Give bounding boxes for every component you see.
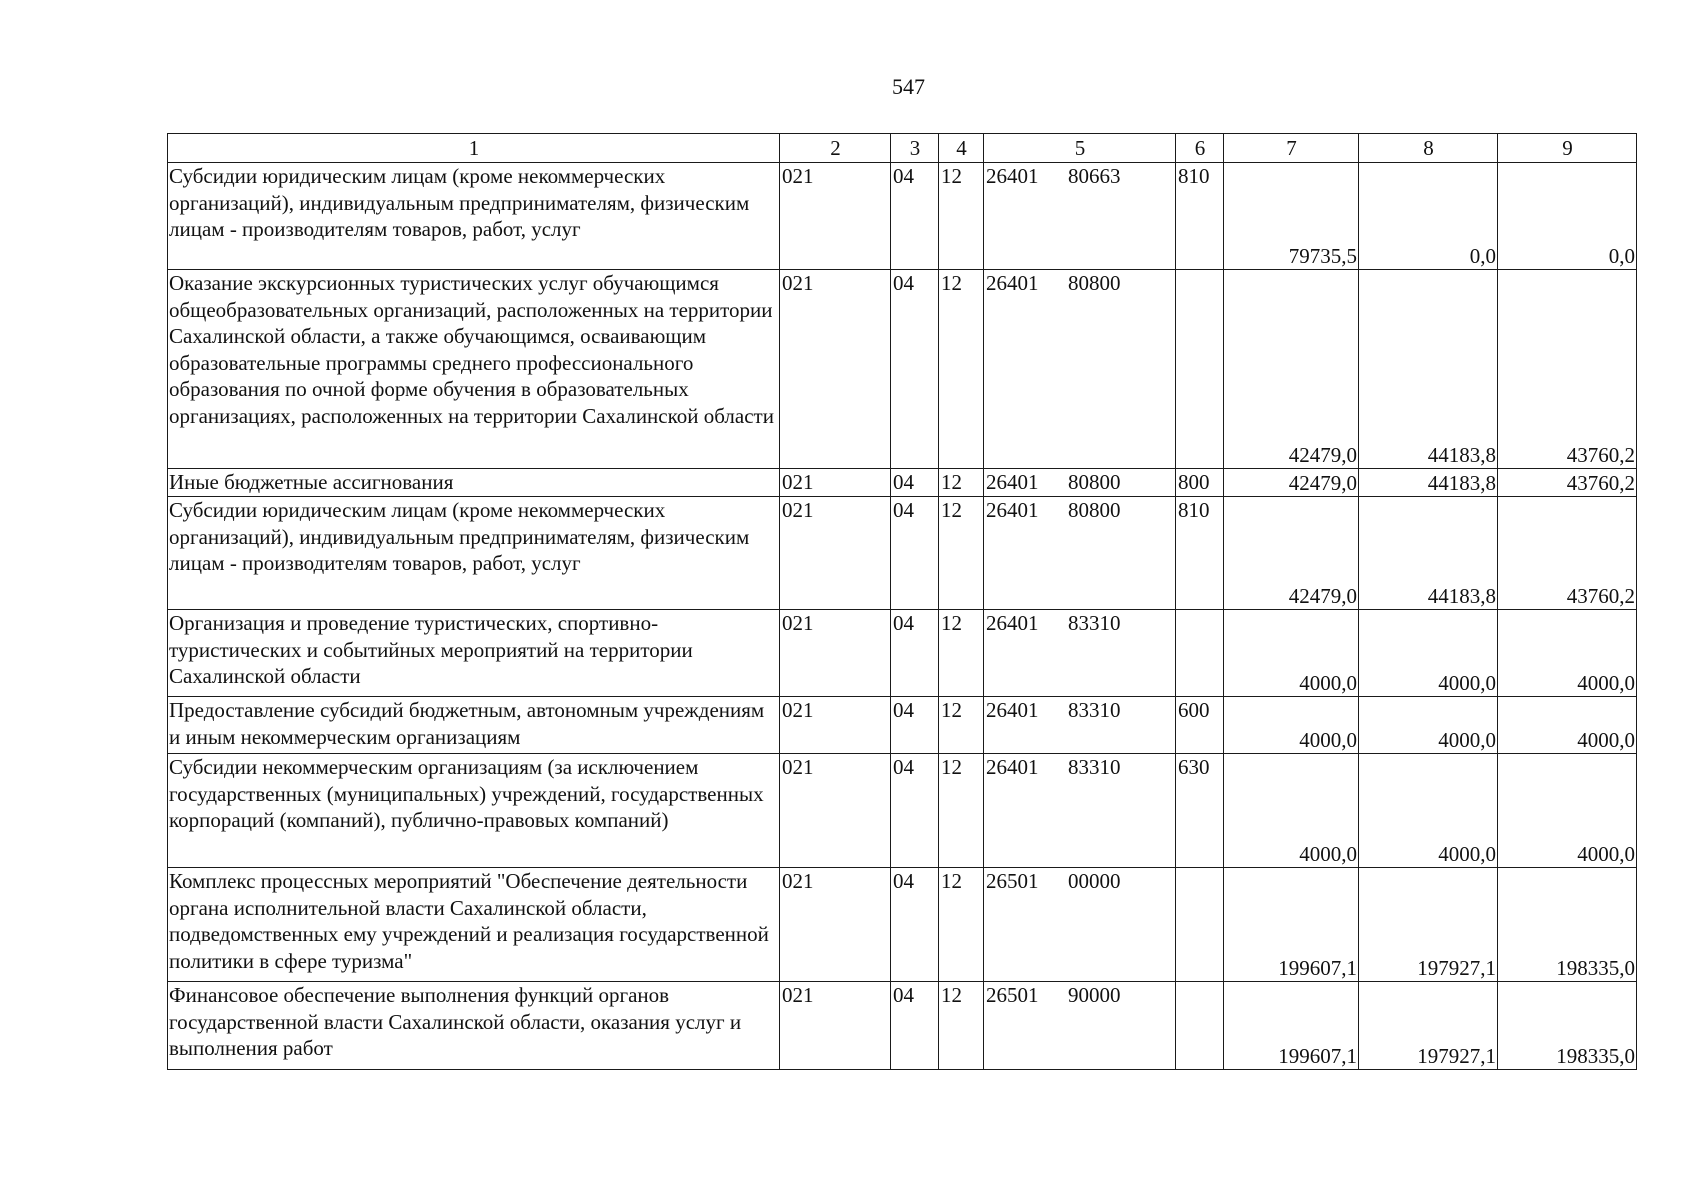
- expense-type: 630: [1176, 754, 1224, 868]
- amount-col8: 44183,8: [1359, 497, 1498, 610]
- header-cell: 6: [1176, 134, 1224, 163]
- amount-col8: 197927,1: [1359, 982, 1498, 1070]
- target-code-program: 26401: [986, 164, 1039, 188]
- table-row: [168, 868, 1637, 982]
- target-code-direction: 00000: [1068, 869, 1121, 893]
- target-code-direction: 80800: [1068, 470, 1121, 494]
- code-admin: 021: [780, 754, 891, 868]
- header-cell: 2: [780, 134, 891, 163]
- row-name: Организация и проведение туристических, спортивно-туристических и событийных мероприятий на территории Сахалинской области: [168, 610, 780, 697]
- amount-col8: 4000,0: [1359, 610, 1498, 697]
- code-admin: 021: [780, 497, 891, 610]
- row-name: Субсидии юридическим лицам (кроме некоммерческих организаций), индивидуальным предпринимателям, физическим лицам - производителям товаров, работ, услуг: [168, 163, 780, 270]
- target-code-program: 26501: [986, 983, 1039, 1007]
- code-subsection: 12: [939, 270, 984, 469]
- header-cell: 7: [1224, 134, 1359, 163]
- table-row: [168, 270, 1637, 469]
- table-row: [168, 469, 1637, 497]
- amount-col8: 0,0: [1359, 163, 1498, 270]
- code-admin: 021: [780, 610, 891, 697]
- header-cell: 1: [168, 134, 780, 163]
- amount-col7: 4000,0: [1224, 754, 1359, 868]
- target-code-program: 26401: [986, 271, 1039, 295]
- header-cell: 4: [939, 134, 984, 163]
- amount-col9: 198335,0: [1498, 982, 1637, 1070]
- code-section: 04: [891, 697, 939, 754]
- code-admin: 021: [780, 697, 891, 754]
- expense-type: 810: [1176, 163, 1224, 270]
- page-number: 547: [892, 74, 925, 99]
- amount-col7: 79735,5: [1224, 163, 1359, 270]
- target-code-direction: 80663: [1068, 164, 1121, 188]
- code-section: 04: [891, 497, 939, 610]
- target-code: [984, 868, 1176, 982]
- code-admin: 021: [780, 982, 891, 1070]
- code-subsection: 12: [939, 697, 984, 754]
- target-code: [984, 982, 1176, 1070]
- table-row: [168, 697, 1637, 754]
- target-code-program: 26401: [986, 698, 1039, 722]
- code-subsection: 12: [939, 469, 984, 497]
- code-section: 04: [891, 868, 939, 982]
- code-admin: 021: [780, 868, 891, 982]
- code-admin: 021: [780, 163, 891, 270]
- amount-col8: 4000,0: [1359, 697, 1498, 754]
- code-section: 04: [891, 982, 939, 1070]
- amount-col9: 4000,0: [1498, 754, 1637, 868]
- code-admin: 021: [780, 270, 891, 469]
- amount-col8: 44183,8: [1359, 469, 1498, 497]
- table-row: [168, 754, 1637, 868]
- expense-type: 800: [1176, 469, 1224, 497]
- code-section: 04: [891, 469, 939, 497]
- amount-col9: 4000,0: [1498, 697, 1637, 754]
- target-code: [984, 497, 1176, 610]
- amount-col9: 43760,2: [1498, 497, 1637, 610]
- target-code: [984, 754, 1176, 868]
- amount-col8: 4000,0: [1359, 754, 1498, 868]
- target-code-direction: 83310: [1068, 755, 1121, 779]
- amount-col7: 199607,1: [1224, 982, 1359, 1070]
- expense-type: 810: [1176, 497, 1224, 610]
- target-code: [984, 697, 1176, 754]
- expense-type: [1176, 270, 1224, 469]
- code-section: 04: [891, 754, 939, 868]
- amount-col7: 4000,0: [1224, 697, 1359, 754]
- target-code-program: 26501: [986, 869, 1039, 893]
- amount-col7: 42479,0: [1224, 469, 1359, 497]
- table-row: [168, 163, 1637, 270]
- code-subsection: 12: [939, 982, 984, 1070]
- row-name: Предоставление субсидий бюджетным, автономным учреждениям и иным некоммерческим организациям: [168, 697, 780, 754]
- target-code-direction: 90000: [1068, 983, 1121, 1007]
- code-subsection: 12: [939, 163, 984, 270]
- amount-col7: 42479,0: [1224, 270, 1359, 469]
- code-subsection: 12: [939, 754, 984, 868]
- header-cell: 3: [891, 134, 939, 163]
- table-row: [168, 982, 1637, 1070]
- amount-col7: 4000,0: [1224, 610, 1359, 697]
- expense-type: [1176, 982, 1224, 1070]
- code-subsection: 12: [939, 868, 984, 982]
- code-subsection: 12: [939, 497, 984, 610]
- amount-col8: 197927,1: [1359, 868, 1498, 982]
- target-code-direction: 80800: [1068, 271, 1121, 295]
- code-admin: 021: [780, 469, 891, 497]
- header-cell: 8: [1359, 134, 1498, 163]
- row-name: Комплекс процессных мероприятий "Обеспечение деятельности органа исполнительной власти Сахалинской области, подведомственных ему учреждений и реализация государственной политики в сфере туризма": [168, 868, 780, 982]
- amount-col8: 44183,8: [1359, 270, 1498, 469]
- target-code: [984, 270, 1176, 469]
- amount-col7: 199607,1: [1224, 868, 1359, 982]
- header-cell: 9: [1498, 134, 1637, 163]
- row-name: Субсидии некоммерческим организациям (за исключением государственных (муниципальных) учреждений, государственных корпораций (компаний), публично-правовых компаний): [168, 754, 780, 868]
- amount-col9: 4000,0: [1498, 610, 1637, 697]
- header-cell: 5: [984, 134, 1176, 163]
- row-name: Субсидии юридическим лицам (кроме некоммерческих организаций), индивидуальным предпринимателям, физическим лицам - производителям товаров, работ, услуг: [168, 497, 780, 610]
- table-header-row: [168, 134, 1637, 163]
- expense-type: [1176, 868, 1224, 982]
- code-section: 04: [891, 270, 939, 469]
- amount-col9: 0,0: [1498, 163, 1637, 270]
- table-row: [168, 497, 1637, 610]
- expense-type: [1176, 610, 1224, 697]
- row-name: Иные бюджетные ассигнования: [168, 469, 780, 497]
- target-code-direction: 80800: [1068, 498, 1121, 522]
- target-code: [984, 610, 1176, 697]
- target-code-direction: 83310: [1068, 698, 1121, 722]
- budget-table: [167, 133, 1637, 1070]
- target-code: [984, 469, 1176, 497]
- target-code-direction: 83310: [1068, 611, 1121, 635]
- code-subsection: 12: [939, 610, 984, 697]
- target-code-program: 26401: [986, 498, 1039, 522]
- amount-col9: 43760,2: [1498, 270, 1637, 469]
- target-code-program: 26401: [986, 611, 1039, 635]
- row-name: Финансовое обеспечение выполнения функций органов государственной власти Сахалинской области, оказания услуг и выполнения работ: [168, 982, 780, 1070]
- code-section: 04: [891, 163, 939, 270]
- amount-col9: 43760,2: [1498, 469, 1637, 497]
- expense-type: 600: [1176, 697, 1224, 754]
- code-section: 04: [891, 610, 939, 697]
- amount-col7: 42479,0: [1224, 497, 1359, 610]
- target-code-program: 26401: [986, 470, 1039, 494]
- row-name: Оказание экскурсионных туристических услуг обучающимся общеобразовательных организаций, расположенных на территории Сахалинской области, а также обучающимся, осваивающим образовательные программы среднего профессионального образования по очной форме обучения в образовательных организациях, расположенных на территории Сахалинской области: [168, 270, 780, 469]
- target-code: [984, 163, 1176, 270]
- amount-col9: 198335,0: [1498, 868, 1637, 982]
- target-code-program: 26401: [986, 755, 1039, 779]
- table-row: [168, 610, 1637, 697]
